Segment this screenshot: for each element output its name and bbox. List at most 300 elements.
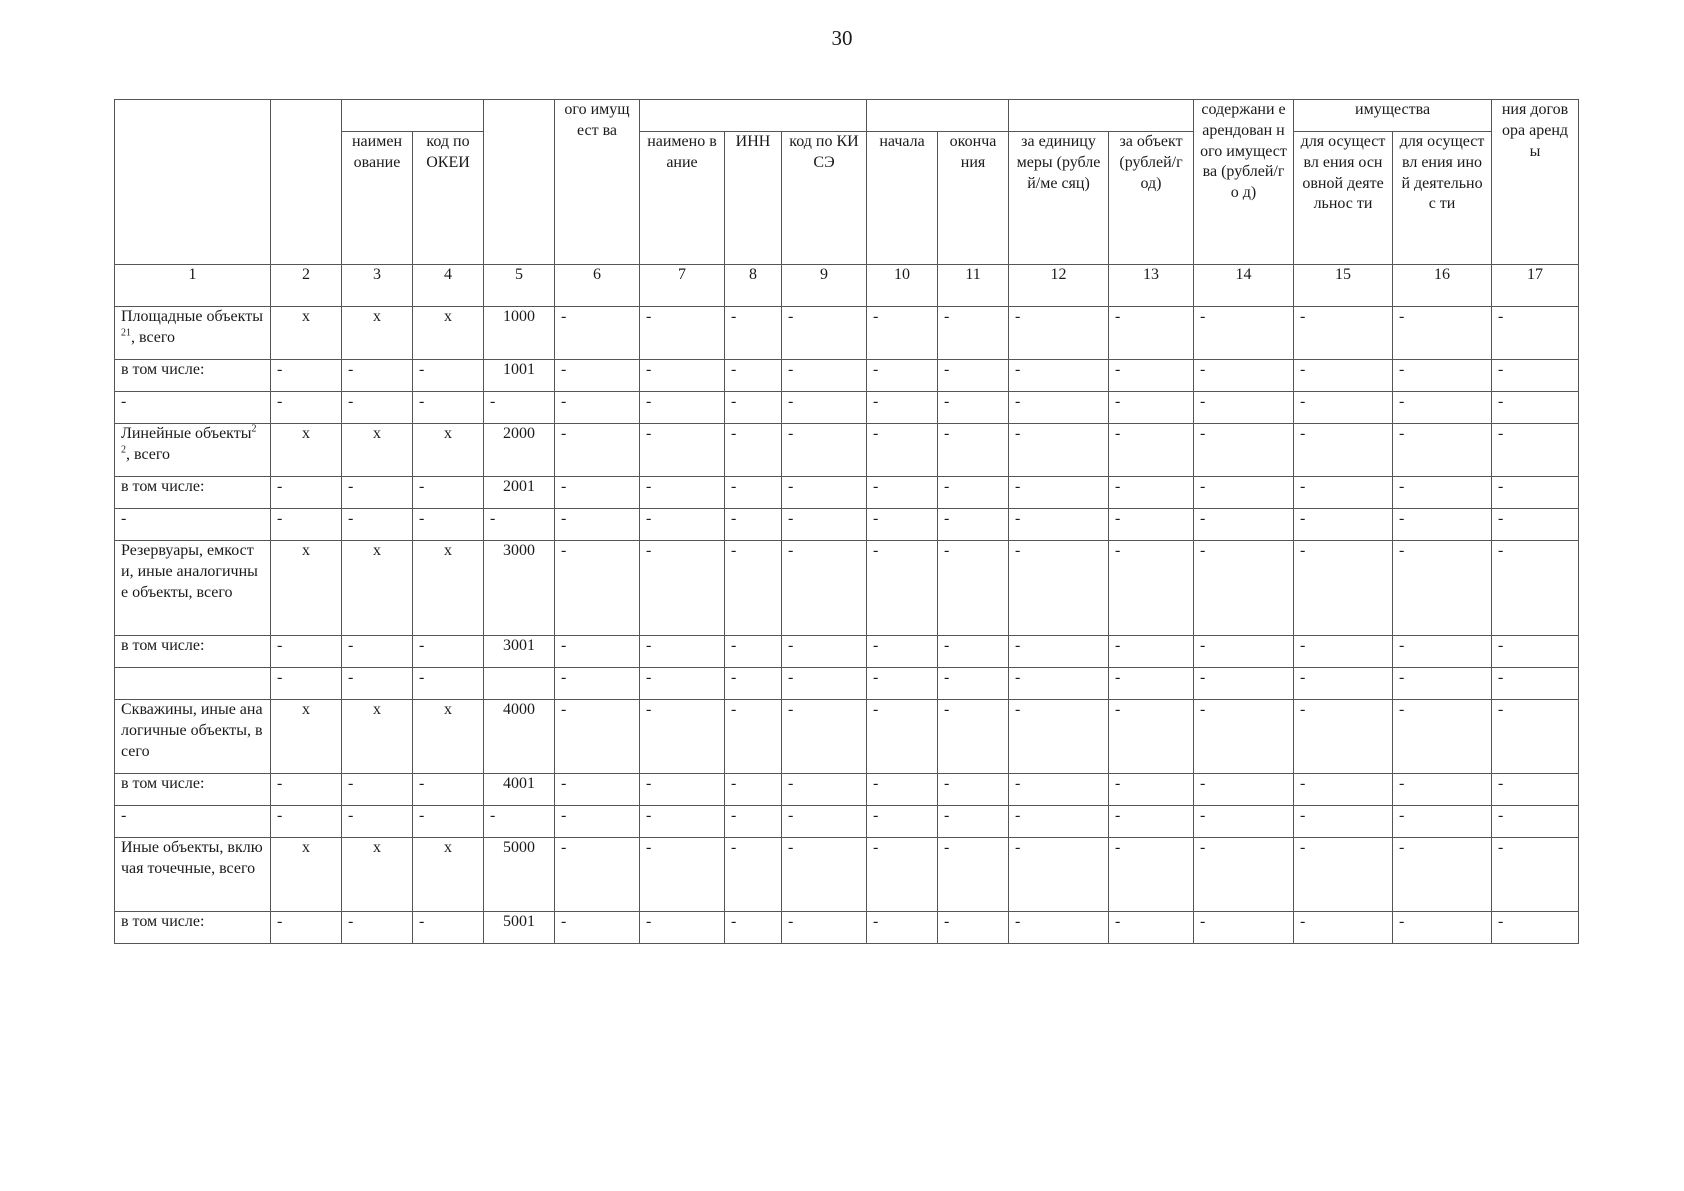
cell-col-12: - xyxy=(1009,392,1109,424)
cell-col-9: - xyxy=(782,774,867,806)
cell-col-16: - xyxy=(1393,774,1492,806)
cell-col-15: - xyxy=(1294,477,1393,509)
row-label: Иные объекты, включая точечные, всего xyxy=(115,838,271,912)
cell-col-17: - xyxy=(1492,477,1579,509)
cell-col-14: - xyxy=(1194,838,1294,912)
cell-col-13: - xyxy=(1109,424,1194,477)
cell-col-6: - xyxy=(555,541,640,636)
row-label: в том числе: xyxy=(115,912,271,944)
column-number: 16 xyxy=(1393,265,1492,307)
cell-col-10: - xyxy=(867,307,938,360)
row-code: 5001 xyxy=(484,912,555,944)
cell-col-7: - xyxy=(640,424,725,477)
cell-col-12: - xyxy=(1009,541,1109,636)
header-cell-1 xyxy=(115,100,271,265)
cell-col-11: - xyxy=(938,360,1009,392)
cell-col-11: - xyxy=(938,424,1009,477)
cell-col-8: - xyxy=(725,307,782,360)
cell-col-2: х xyxy=(271,424,342,477)
cell-col-4: - xyxy=(413,360,484,392)
cell-col-7: - xyxy=(640,307,725,360)
cell-col-15: - xyxy=(1294,636,1393,668)
column-number: 6 xyxy=(555,265,640,307)
table-row xyxy=(115,700,1579,774)
header-group-7-9 xyxy=(640,100,867,132)
header-cell-16: для осуществл ения иной деятельнос ти xyxy=(1393,132,1492,265)
cell-col-6: - xyxy=(555,838,640,912)
table-row xyxy=(115,509,1579,541)
cell-col-12: - xyxy=(1009,360,1109,392)
row-code: 1000 xyxy=(484,307,555,360)
cell-col-10: - xyxy=(867,774,938,806)
table-row xyxy=(115,360,1579,392)
cell-col-16: - xyxy=(1393,700,1492,774)
header-row-top xyxy=(115,100,1579,132)
row-label-suffix: , всего xyxy=(126,445,171,463)
cell-col-8: - xyxy=(725,541,782,636)
cell-col-12: - xyxy=(1009,700,1109,774)
column-number: 1 xyxy=(115,265,271,307)
row-label xyxy=(115,668,271,700)
cell-col-7: - xyxy=(640,636,725,668)
cell-col-16: - xyxy=(1393,424,1492,477)
cell-col-7: - xyxy=(640,360,725,392)
cell-col-16: - xyxy=(1393,392,1492,424)
cell-col-9: - xyxy=(782,838,867,912)
cell-col-3: - xyxy=(342,392,413,424)
cell-col-12: - xyxy=(1009,774,1109,806)
cell-col-16: - xyxy=(1393,509,1492,541)
table-row xyxy=(115,838,1579,912)
cell-col-14: - xyxy=(1194,636,1294,668)
cell-col-9: - xyxy=(782,307,867,360)
table-row xyxy=(115,307,1579,360)
cell-col-10: - xyxy=(867,360,938,392)
table-body xyxy=(115,307,1579,944)
table-row xyxy=(115,774,1579,806)
cell-col-3: - xyxy=(342,774,413,806)
column-number: 8 xyxy=(725,265,782,307)
row-label: Скважины, иные аналогичные объекты, всего xyxy=(115,700,271,774)
cell-col-11: - xyxy=(938,392,1009,424)
table-row xyxy=(115,424,1579,477)
header-cell-3: наимен ование xyxy=(342,132,413,265)
row-label-text: Площадные объекты xyxy=(121,308,263,325)
cell-col-9: - xyxy=(782,912,867,944)
cell-col-8: - xyxy=(725,806,782,838)
row-label-text: Линейные объекты xyxy=(121,425,252,442)
header-cell-14: содержани е арендован ного имущества (рублей/го д) xyxy=(1194,100,1294,265)
header-cell-8: ИНН xyxy=(725,132,782,265)
cell-col-17: - xyxy=(1492,360,1579,392)
cell-col-3: - xyxy=(342,636,413,668)
cell-col-13: - xyxy=(1109,360,1194,392)
cell-col-9: - xyxy=(782,668,867,700)
cell-col-10: - xyxy=(867,806,938,838)
row-label: в том числе: xyxy=(115,477,271,509)
column-number: 2 xyxy=(271,265,342,307)
column-number: 5 xyxy=(484,265,555,307)
cell-col-13: - xyxy=(1109,509,1194,541)
column-numbers-row xyxy=(115,265,1579,307)
cell-col-4: - xyxy=(413,912,484,944)
header-cell-10: начала xyxy=(867,132,938,265)
cell-col-15: - xyxy=(1294,392,1393,424)
cell-col-9: - xyxy=(782,424,867,477)
cell-col-17: - xyxy=(1492,774,1579,806)
header-cell-2 xyxy=(271,100,342,265)
cell-col-6: - xyxy=(555,806,640,838)
column-number: 17 xyxy=(1492,265,1579,307)
cell-col-17: - xyxy=(1492,307,1579,360)
cell-col-14: - xyxy=(1194,541,1294,636)
cell-col-10: - xyxy=(867,636,938,668)
cell-col-11: - xyxy=(938,636,1009,668)
cell-col-9: - xyxy=(782,360,867,392)
cell-col-2: х xyxy=(271,700,342,774)
cell-col-8: - xyxy=(725,636,782,668)
cell-col-12: - xyxy=(1009,806,1109,838)
cell-col-17: - xyxy=(1492,424,1579,477)
header-cell-5 xyxy=(484,100,555,265)
cell-col-10: - xyxy=(867,424,938,477)
cell-col-10: - xyxy=(867,392,938,424)
cell-col-2: - xyxy=(271,636,342,668)
cell-col-4: - xyxy=(413,774,484,806)
cell-col-11: - xyxy=(938,307,1009,360)
cell-col-6: - xyxy=(555,307,640,360)
cell-col-16: - xyxy=(1393,806,1492,838)
row-label-suffix: , всего xyxy=(131,328,176,346)
cell-col-4: - xyxy=(413,806,484,838)
column-number: 12 xyxy=(1009,265,1109,307)
cell-col-3: х xyxy=(342,307,413,360)
header-group-3-4 xyxy=(342,100,484,132)
cell-col-13: - xyxy=(1109,668,1194,700)
column-number: 15 xyxy=(1294,265,1393,307)
cell-col-7: - xyxy=(640,806,725,838)
table-row xyxy=(115,668,1579,700)
header-cell-11: оконча ния xyxy=(938,132,1009,265)
footnote-ref: 22 xyxy=(121,423,257,456)
cell-col-16: - xyxy=(1393,541,1492,636)
cell-col-17: - xyxy=(1492,838,1579,912)
cell-col-15: - xyxy=(1294,509,1393,541)
header-group-12-13 xyxy=(1009,100,1194,132)
cell-col-16: - xyxy=(1393,838,1492,912)
column-number: 13 xyxy=(1109,265,1194,307)
row-label: Резервуары, емкости, иные аналогичные объекты, всего xyxy=(115,541,271,636)
row-label: - xyxy=(115,392,271,424)
row-label xyxy=(115,424,271,477)
row-label: - xyxy=(115,509,271,541)
cell-col-7: - xyxy=(640,541,725,636)
cell-col-14: - xyxy=(1194,360,1294,392)
cell-col-9: - xyxy=(782,392,867,424)
cell-col-3: - xyxy=(342,360,413,392)
cell-col-4: х xyxy=(413,700,484,774)
cell-col-9: - xyxy=(782,636,867,668)
cell-col-6: - xyxy=(555,912,640,944)
cell-col-16: - xyxy=(1393,912,1492,944)
cell-col-15: - xyxy=(1294,541,1393,636)
table-row xyxy=(115,541,1579,636)
cell-col-8: - xyxy=(725,424,782,477)
cell-col-2: х xyxy=(271,307,342,360)
table-row xyxy=(115,392,1579,424)
column-number: 14 xyxy=(1194,265,1294,307)
table-row xyxy=(115,636,1579,668)
cell-col-11: - xyxy=(938,477,1009,509)
cell-col-3: - xyxy=(342,668,413,700)
cell-col-14: - xyxy=(1194,774,1294,806)
row-code xyxy=(484,668,555,700)
cell-col-16: - xyxy=(1393,668,1492,700)
cell-col-14: - xyxy=(1194,477,1294,509)
cell-col-12: - xyxy=(1009,477,1109,509)
cell-col-11: - xyxy=(938,912,1009,944)
cell-col-6: - xyxy=(555,700,640,774)
header-group-15-16: имущества xyxy=(1294,100,1492,132)
cell-col-2: - xyxy=(271,912,342,944)
column-number: 11 xyxy=(938,265,1009,307)
cell-col-14: - xyxy=(1194,700,1294,774)
cell-col-4: - xyxy=(413,392,484,424)
cell-col-10: - xyxy=(867,912,938,944)
cell-col-7: - xyxy=(640,912,725,944)
cell-col-6: - xyxy=(555,477,640,509)
cell-col-16: - xyxy=(1393,636,1492,668)
cell-col-7: - xyxy=(640,838,725,912)
cell-col-2: - xyxy=(271,668,342,700)
cell-col-12: - xyxy=(1009,668,1109,700)
cell-col-10: - xyxy=(867,509,938,541)
cell-col-15: - xyxy=(1294,838,1393,912)
cell-col-3: - xyxy=(342,477,413,509)
cell-col-17: - xyxy=(1492,392,1579,424)
cell-col-13: - xyxy=(1109,307,1194,360)
cell-col-7: - xyxy=(640,392,725,424)
cell-col-13: - xyxy=(1109,392,1194,424)
cell-col-13: - xyxy=(1109,912,1194,944)
cell-col-10: - xyxy=(867,668,938,700)
cell-col-4: - xyxy=(413,668,484,700)
cell-col-2: - xyxy=(271,477,342,509)
cell-col-7: - xyxy=(640,700,725,774)
row-code: 3001 xyxy=(484,636,555,668)
cell-col-8: - xyxy=(725,392,782,424)
cell-col-15: - xyxy=(1294,424,1393,477)
cell-col-2: - xyxy=(271,774,342,806)
row-code: 2001 xyxy=(484,477,555,509)
row-label: в том числе: xyxy=(115,636,271,668)
cell-col-15: - xyxy=(1294,668,1393,700)
cell-col-17: - xyxy=(1492,668,1579,700)
row-label: - xyxy=(115,806,271,838)
column-number: 7 xyxy=(640,265,725,307)
cell-col-11: - xyxy=(938,838,1009,912)
page-number: 30 xyxy=(831,26,853,50)
cell-col-10: - xyxy=(867,700,938,774)
cell-col-16: - xyxy=(1393,477,1492,509)
header-cell-7: наимено вание xyxy=(640,132,725,265)
cell-col-3: х xyxy=(342,700,413,774)
header-cell-6: ого имущест ва xyxy=(555,100,640,265)
cell-col-9: - xyxy=(782,477,867,509)
cell-col-2: - xyxy=(271,509,342,541)
cell-col-6: - xyxy=(555,668,640,700)
cell-col-2: - xyxy=(271,392,342,424)
cell-col-2: - xyxy=(271,806,342,838)
cell-col-12: - xyxy=(1009,838,1109,912)
header-cell-13: за объект (рублей/г од) xyxy=(1109,132,1194,265)
cell-col-14: - xyxy=(1194,424,1294,477)
cell-col-3: - xyxy=(342,912,413,944)
cell-col-17: - xyxy=(1492,806,1579,838)
cell-col-17: - xyxy=(1492,912,1579,944)
cell-col-6: - xyxy=(555,392,640,424)
cell-col-8: - xyxy=(725,360,782,392)
cell-col-3: х xyxy=(342,838,413,912)
cell-col-6: - xyxy=(555,774,640,806)
cell-col-4: х xyxy=(413,838,484,912)
cell-col-8: - xyxy=(725,477,782,509)
cell-col-16: - xyxy=(1393,307,1492,360)
cell-col-15: - xyxy=(1294,700,1393,774)
cell-col-15: - xyxy=(1294,806,1393,838)
cell-col-12: - xyxy=(1009,424,1109,477)
cell-col-15: - xyxy=(1294,912,1393,944)
cell-col-4: х xyxy=(413,424,484,477)
cell-col-6: - xyxy=(555,360,640,392)
cell-col-4: - xyxy=(413,477,484,509)
cell-col-17: - xyxy=(1492,636,1579,668)
cell-col-12: - xyxy=(1009,509,1109,541)
cell-col-7: - xyxy=(640,774,725,806)
cell-col-8: - xyxy=(725,912,782,944)
cell-col-14: - xyxy=(1194,806,1294,838)
cell-col-8: - xyxy=(725,838,782,912)
cell-col-8: - xyxy=(725,700,782,774)
cell-col-16: - xyxy=(1393,360,1492,392)
row-code: 4000 xyxy=(484,700,555,774)
row-code: 1001 xyxy=(484,360,555,392)
cell-col-9: - xyxy=(782,509,867,541)
header-cell-4: код по ОКЕИ xyxy=(413,132,484,265)
row-code: - xyxy=(484,509,555,541)
table-row xyxy=(115,477,1579,509)
column-number: 10 xyxy=(867,265,938,307)
cell-col-14: - xyxy=(1194,912,1294,944)
cell-col-14: - xyxy=(1194,307,1294,360)
cell-col-17: - xyxy=(1492,700,1579,774)
cell-col-10: - xyxy=(867,838,938,912)
cell-col-15: - xyxy=(1294,360,1393,392)
cell-col-4: х xyxy=(413,541,484,636)
cell-col-2: - xyxy=(271,360,342,392)
cell-col-15: - xyxy=(1294,307,1393,360)
column-number: 3 xyxy=(342,265,413,307)
header-group-10-11 xyxy=(867,100,1009,132)
cell-col-11: - xyxy=(938,541,1009,636)
cell-col-15: - xyxy=(1294,774,1393,806)
row-label: в том числе: xyxy=(115,360,271,392)
row-code: - xyxy=(484,392,555,424)
cell-col-13: - xyxy=(1109,636,1194,668)
cell-col-7: - xyxy=(640,509,725,541)
cell-col-3: - xyxy=(342,509,413,541)
cell-col-11: - xyxy=(938,700,1009,774)
column-number: 4 xyxy=(413,265,484,307)
property-table xyxy=(114,99,1579,944)
cell-col-11: - xyxy=(938,509,1009,541)
row-label: в том числе: xyxy=(115,774,271,806)
cell-col-9: - xyxy=(782,541,867,636)
cell-col-2: х xyxy=(271,838,342,912)
header-cell-17: ния договора аренды xyxy=(1492,100,1579,265)
cell-col-13: - xyxy=(1109,838,1194,912)
cell-col-11: - xyxy=(938,806,1009,838)
header-cell-9: код по КИСЭ xyxy=(782,132,867,265)
cell-col-2: х xyxy=(271,541,342,636)
cell-col-3: х xyxy=(342,424,413,477)
row-code: 4001 xyxy=(484,774,555,806)
cell-col-17: - xyxy=(1492,509,1579,541)
row-code: 3000 xyxy=(484,541,555,636)
cell-col-12: - xyxy=(1009,307,1109,360)
cell-col-6: - xyxy=(555,424,640,477)
cell-col-9: - xyxy=(782,700,867,774)
cell-col-6: - xyxy=(555,636,640,668)
cell-col-7: - xyxy=(640,477,725,509)
cell-col-8: - xyxy=(725,509,782,541)
cell-col-13: - xyxy=(1109,477,1194,509)
cell-col-14: - xyxy=(1194,392,1294,424)
cell-col-11: - xyxy=(938,774,1009,806)
cell-col-4: - xyxy=(413,636,484,668)
cell-col-7: - xyxy=(640,668,725,700)
cell-col-10: - xyxy=(867,477,938,509)
header-cell-12: за единицу меры (рублей/ме сяц) xyxy=(1009,132,1109,265)
cell-col-4: - xyxy=(413,509,484,541)
cell-col-3: - xyxy=(342,806,413,838)
cell-col-13: - xyxy=(1109,541,1194,636)
row-label xyxy=(115,307,271,360)
cell-col-11: - xyxy=(938,668,1009,700)
cell-col-8: - xyxy=(725,774,782,806)
cell-col-4: х xyxy=(413,307,484,360)
cell-col-9: - xyxy=(782,806,867,838)
cell-col-12: - xyxy=(1009,636,1109,668)
cell-col-14: - xyxy=(1194,668,1294,700)
cell-col-10: - xyxy=(867,541,938,636)
cell-col-12: - xyxy=(1009,912,1109,944)
row-code: 5000 xyxy=(484,838,555,912)
cell-col-13: - xyxy=(1109,774,1194,806)
cell-col-13: - xyxy=(1109,806,1194,838)
cell-col-6: - xyxy=(555,509,640,541)
column-number: 9 xyxy=(782,265,867,307)
cell-col-17: - xyxy=(1492,541,1579,636)
cell-col-3: х xyxy=(342,541,413,636)
row-code: - xyxy=(484,806,555,838)
footnote-ref: 21 xyxy=(121,327,131,339)
table-row xyxy=(115,806,1579,838)
row-code: 2000 xyxy=(484,424,555,477)
table-row xyxy=(115,912,1579,944)
cell-col-13: - xyxy=(1109,700,1194,774)
cell-col-14: - xyxy=(1194,509,1294,541)
